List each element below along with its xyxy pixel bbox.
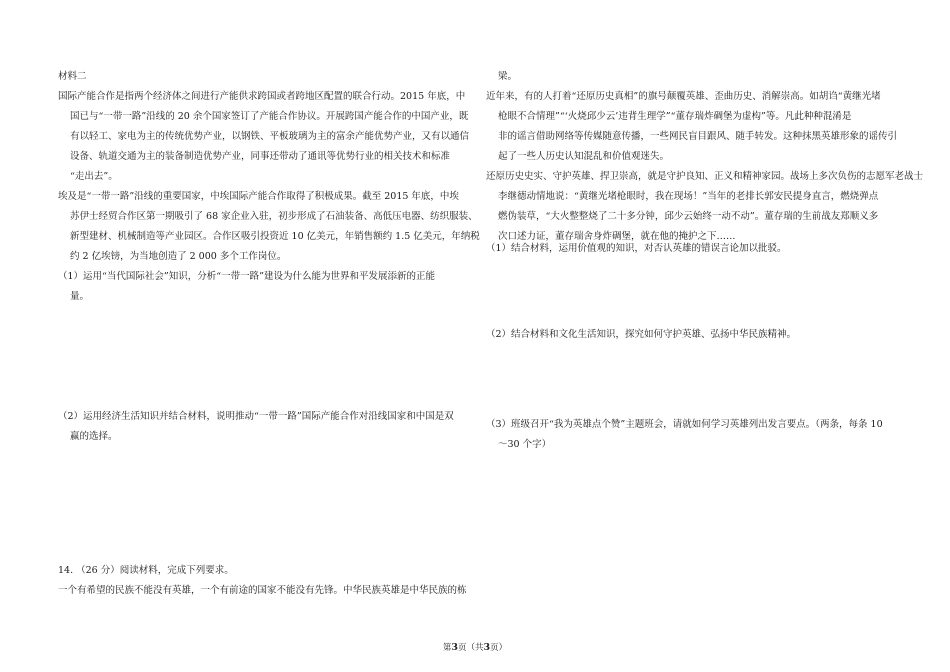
question-2-right: （2）结合材料和文化生活知识，探究如何守护英雄、弘扬中华民族精神。 xyxy=(486,329,797,340)
material-heading: 材料二 xyxy=(58,71,87,82)
right-para2-line: 燃伪装草，“大火整整烧了二十多分钟，邱少云始终一动不动”。董存瑞的生前战友郑顺义多 xyxy=(498,211,879,222)
footer-prefix: 第 xyxy=(442,643,452,653)
right-para2-line: 次口述力证，董存瑞舍身炸碉堡，就在他的掩护之下…… xyxy=(498,231,736,242)
question-14-heading: 14. （26 分）阅读材料，完成下列要求。 xyxy=(58,565,234,576)
left-para1-line: 国已与“一带一路”沿线的 20 余个国家签订了产能合作协议。开展跨国产能合作的中国产业，既 xyxy=(70,111,469,122)
footer-suffix: 页） xyxy=(490,643,508,653)
footer-middle: 页（共 xyxy=(457,643,484,653)
left-para2-line: 埃及是“一带一路”沿线的重要国家，中埃国际产能合作取得了积极成果。截至 2015 年底，中埃 xyxy=(58,191,459,202)
question-1-left-cont: 量。 xyxy=(70,291,90,302)
question-2-left-cont: 赢的选择。 xyxy=(70,431,118,442)
continued-text: 梁。 xyxy=(498,71,518,82)
question-1-right: （1）结合材料，运用价值观的知识，对否认英雄的错误言论加以批驳。 xyxy=(486,243,787,254)
question-2-left: （2）运用经济生活知识并结合材料，说明推动“一带一路”国际产能合作对沿线国家和中国是双 xyxy=(58,411,454,422)
right-para1-line: 近年来，有的人打着“还原历史真相”的旗号颠覆英雄、歪曲历史、消解崇高。如胡诌“黄继光堵 xyxy=(486,91,881,102)
right-para2-line: 还原历史史实、守护英雄、捍卫崇高，就是守护良知、正义和精神家园。战场上多次负伤的志愿军老战士 xyxy=(486,171,924,182)
left-para1-line: 设备、轨道交通为主的装备制造优势产业，同事还带动了通讯等优势行业的相关技术和标准 xyxy=(70,151,451,162)
question-14-intro: 一个有希望的民族不能没有英雄，一个有前途的国家不能没有先锋。中华民族英雄是中华民族的栋 xyxy=(58,585,467,596)
right-para1-line: 非的谣言借助网络等传媒随意传播，一些网民盲目跟风、随手转发。这种抹黑英雄形象的谣传引 xyxy=(498,131,898,142)
question-1-left: （1）运用“当代国际社会”知识，分析“一带一路”建设为什么能为世界和平发展添新的正能 xyxy=(58,271,435,282)
question-3-right-cont: ～30 个字） xyxy=(498,439,552,450)
left-para2-line: 新型建材、机械制造等产业园区。合作区吸引投资近 10 亿美元，年销售额约 1.5 亿美元，年纳税 xyxy=(70,231,480,242)
left-para1-line: “走出去”。 xyxy=(70,171,118,182)
total-pages: 3 xyxy=(483,642,491,653)
question-3-right: （3）班级召开“我为英雄点个赞”主题班会，请就如何学习英雄列出发言要点。（两条，每条 10 xyxy=(486,419,883,430)
left-para2-line: 苏伊士经贸合作区第一期吸引了 68 家企业入驻，初步形成了石油装备、高低压电器、纺织服装、 xyxy=(70,211,478,222)
right-para1-line: 起了一些人历史认知混乱和价值观迷失。 xyxy=(498,151,670,162)
left-para1-line: 国际产能合作是指两个经济体之间进行产能供求跨国或者跨地区配置的联合行动。2015 年底，中 xyxy=(58,91,466,102)
left-para1-line: 有以轻工、家电为主的传统优势产业，以钢铁、平板玻璃为主的富余产能优势产业，又有以通信 xyxy=(70,131,470,142)
right-para1-line: 枪眼不合情理”“‘火烧邱少云’违背生理学”“董存瑞炸碉堡为虚构”等。凡此种种混淆是 xyxy=(498,111,852,122)
left-para2-line: 约 2 亿埃镑，为当地创造了 2 000 多个工作岗位。 xyxy=(70,251,287,262)
page-footer xyxy=(0,641,950,653)
page-number: 3 xyxy=(451,642,458,653)
right-para2-line: 李继德动情地说：“黄继光堵枪眼时，我在现场！”当年的老排长郭安民提身直言，燃烧弹点 xyxy=(498,191,879,202)
